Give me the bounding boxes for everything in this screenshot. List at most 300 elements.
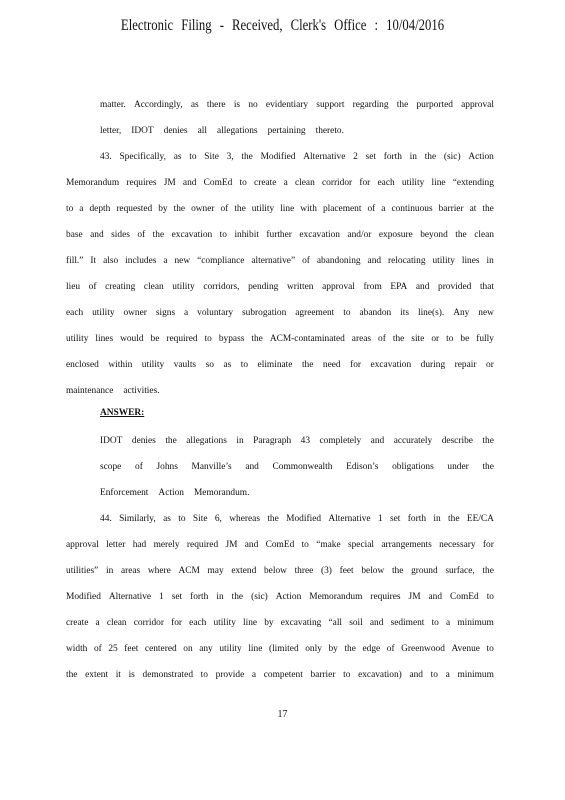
text-line	[100, 460, 494, 474]
word: ground	[411, 566, 438, 576]
text-line	[100, 150, 494, 164]
word: in	[486, 256, 494, 266]
word: line	[431, 178, 446, 188]
word: a	[381, 204, 386, 214]
word: (limited	[268, 644, 299, 654]
word: to	[486, 592, 494, 602]
word: competent	[263, 670, 303, 680]
word: the	[391, 566, 404, 576]
text-line	[66, 616, 494, 630]
word: ACM	[178, 566, 200, 576]
text-line	[66, 642, 494, 656]
word: beyond	[420, 230, 448, 240]
word: allegations	[216, 126, 258, 136]
word: of	[378, 334, 386, 344]
word: of	[302, 256, 310, 266]
word: placement	[322, 204, 362, 214]
text-line	[100, 98, 494, 112]
word: the	[482, 204, 494, 214]
word: creating	[105, 282, 136, 292]
word: voluntary	[197, 308, 234, 318]
word: to	[178, 514, 186, 524]
word: regarding	[352, 100, 389, 110]
word: as	[190, 100, 199, 110]
word: Site	[192, 514, 208, 524]
word: the	[165, 436, 177, 446]
word: in	[409, 152, 417, 162]
word: utility	[213, 618, 236, 628]
word: demonstrated	[142, 670, 194, 680]
text-line	[100, 434, 494, 448]
word: the	[241, 152, 253, 162]
word: of	[88, 282, 97, 292]
word: support	[316, 100, 345, 110]
word: areas	[120, 566, 141, 576]
word: need	[322, 360, 341, 370]
word: pertaining	[267, 126, 306, 136]
word: the	[396, 100, 409, 110]
word: Site	[204, 152, 219, 162]
word: (sic)	[443, 152, 461, 162]
word: minimum	[457, 618, 494, 628]
text-line	[66, 538, 494, 552]
word: abandoning	[316, 256, 361, 266]
word: to	[486, 644, 494, 654]
word: to	[301, 540, 309, 550]
word: site	[411, 334, 425, 344]
word: a	[95, 618, 100, 628]
word: of	[220, 204, 229, 214]
word: denies	[131, 436, 156, 446]
word: centered	[144, 644, 177, 654]
text-line	[66, 176, 494, 190]
word: below	[263, 566, 287, 576]
word: 25	[108, 644, 118, 654]
word: the	[482, 436, 494, 446]
word: by	[264, 618, 274, 628]
word: any	[199, 644, 213, 654]
word: enclosed	[66, 360, 99, 370]
word: the	[392, 334, 405, 344]
word: width	[66, 644, 88, 654]
word: in	[236, 436, 244, 446]
word: Memorandum.	[193, 488, 250, 498]
word: and	[409, 670, 423, 680]
word: Alternative	[108, 592, 152, 602]
word: describe	[441, 436, 473, 446]
word: fill.”	[66, 256, 84, 266]
word: clean	[474, 230, 494, 240]
word: Alternative	[328, 514, 371, 524]
word: a	[283, 178, 288, 188]
word: requires	[126, 178, 157, 188]
word: so	[205, 360, 214, 370]
word: create	[66, 618, 89, 628]
word: utility	[141, 360, 165, 370]
text-line	[100, 124, 494, 138]
word: JM	[225, 540, 238, 550]
word: of	[137, 230, 146, 240]
word: is	[233, 100, 241, 110]
word: the	[482, 566, 494, 576]
word: (sic)	[251, 592, 268, 602]
word: a	[445, 670, 450, 680]
word: feet	[124, 644, 139, 654]
word: “all	[328, 618, 343, 628]
word: IDOT	[100, 436, 123, 446]
word: lines	[95, 334, 114, 344]
word: Specifically,	[119, 152, 166, 162]
word: written	[286, 282, 314, 292]
word: to	[240, 360, 249, 370]
text-line	[66, 228, 494, 242]
word: for	[359, 178, 371, 188]
word: completely	[319, 436, 362, 446]
word: is	[128, 670, 135, 680]
word: forth	[383, 152, 402, 162]
word: the	[66, 670, 78, 680]
word: excavation)	[358, 670, 402, 680]
word: Alternative	[303, 152, 346, 162]
word: had	[132, 540, 147, 550]
text-line	[66, 332, 494, 346]
word: lines	[461, 256, 480, 266]
word: relocating	[388, 256, 426, 266]
word: corridor	[133, 618, 164, 628]
word: each	[377, 178, 395, 188]
word: under	[447, 462, 469, 472]
word: and	[370, 436, 385, 446]
word: and	[245, 462, 259, 472]
word: Modified	[260, 152, 296, 162]
word: clean	[143, 282, 164, 292]
word: corridors,	[203, 282, 240, 292]
word: in	[216, 592, 224, 602]
word: surface,	[445, 566, 475, 576]
word: for	[350, 360, 362, 370]
word: Commonwealth	[272, 462, 333, 472]
word: and	[428, 592, 443, 602]
word: Action	[275, 592, 302, 602]
word: base	[66, 230, 83, 240]
word: the	[448, 514, 460, 524]
word: the	[231, 592, 244, 602]
word: necessary	[439, 540, 476, 550]
word: the	[455, 230, 467, 240]
word: in	[433, 514, 441, 524]
page-number: 17	[277, 709, 288, 720]
word: by	[328, 644, 338, 654]
word: further	[266, 230, 292, 240]
word: evidentiary	[265, 100, 309, 110]
word: within	[108, 360, 133, 370]
word: Memorandum	[309, 592, 363, 602]
word: and	[369, 618, 384, 628]
word: each	[66, 308, 84, 318]
word: agreement	[295, 308, 335, 318]
word: the	[251, 334, 263, 344]
word: line(s).	[417, 308, 445, 318]
word: barrier	[310, 670, 336, 680]
word: set	[365, 152, 376, 162]
word: “compliance	[197, 256, 245, 266]
word: barrier	[438, 204, 464, 214]
word: JM	[163, 178, 176, 188]
word: three	[294, 566, 314, 576]
word: utility	[432, 256, 455, 266]
word: ComEd	[203, 178, 233, 188]
word: at	[469, 204, 477, 214]
word: utility	[66, 334, 89, 344]
word: provided	[438, 282, 472, 292]
word: 2	[353, 152, 358, 162]
word: below	[361, 566, 385, 576]
word: (3)	[321, 566, 332, 576]
word: Greenwood	[401, 644, 445, 654]
word: ComEd	[450, 592, 479, 602]
word: provide	[215, 670, 245, 680]
word: would	[120, 334, 144, 344]
word: and	[182, 178, 197, 188]
word: purported	[416, 100, 453, 110]
word: obligations	[392, 462, 434, 472]
word: to	[189, 152, 197, 162]
word: 43.	[100, 152, 112, 162]
word: a	[251, 670, 257, 680]
word: Edison’s	[346, 462, 379, 472]
word: owner	[123, 308, 147, 318]
word: the	[267, 514, 279, 524]
word: vaults	[173, 360, 197, 370]
text-line	[66, 280, 494, 294]
word: and/or	[347, 230, 372, 240]
word: “make	[316, 540, 341, 550]
word: alternative”	[251, 256, 296, 266]
word: utility	[172, 282, 195, 292]
word: or	[486, 360, 494, 370]
word: and	[415, 282, 430, 292]
word: requires	[370, 592, 401, 602]
word: Accordingly,	[134, 100, 183, 110]
word: forth	[190, 592, 209, 602]
word: approval	[461, 100, 494, 110]
word: be	[460, 334, 470, 344]
word: utilities”	[66, 566, 99, 576]
word: to	[204, 334, 212, 344]
word: all	[197, 126, 207, 136]
text-line	[66, 306, 494, 320]
word: EE/CA	[466, 514, 494, 524]
word: line	[248, 644, 263, 654]
word: required	[166, 334, 198, 344]
word: be	[150, 334, 160, 344]
word: corridor	[321, 178, 353, 188]
word: Johns	[156, 462, 178, 472]
word: owner	[191, 204, 215, 214]
word: each	[189, 618, 207, 628]
word: whereas	[229, 514, 260, 524]
word: special	[347, 540, 374, 550]
word: it	[115, 670, 121, 680]
text-line	[66, 590, 494, 604]
word: 1	[159, 592, 164, 602]
word: required	[186, 540, 219, 550]
word: letter	[106, 540, 126, 550]
word: abandon	[359, 308, 392, 318]
word: excavation	[171, 230, 213, 240]
word: lieu	[66, 282, 81, 292]
word: new	[174, 256, 191, 266]
word: and	[367, 256, 382, 266]
word: ACM-contaminated	[269, 334, 345, 344]
word: allegations	[186, 436, 227, 446]
word: to	[219, 230, 227, 240]
word: and	[90, 230, 104, 240]
word: a	[79, 204, 84, 214]
word: utility	[219, 644, 242, 654]
word: to	[66, 204, 74, 214]
word: depth	[89, 204, 111, 214]
word: to	[343, 670, 351, 680]
word: by	[158, 204, 168, 214]
word: that	[479, 282, 494, 292]
word: set	[171, 592, 183, 602]
word: Action	[468, 152, 494, 162]
word: exposure	[378, 230, 413, 240]
word: of	[135, 462, 143, 472]
word: as	[223, 360, 232, 370]
word: signs	[155, 308, 176, 318]
word: forth	[407, 514, 427, 524]
word: a	[446, 618, 451, 628]
word: create	[254, 178, 277, 188]
word: arrangements	[381, 540, 432, 550]
word: the	[152, 230, 165, 240]
word: JM	[408, 592, 421, 602]
word: 44.	[100, 514, 112, 524]
word: merely	[153, 540, 180, 550]
word: Avenue	[451, 644, 480, 654]
word: from	[363, 282, 382, 292]
word: as	[163, 514, 171, 524]
word: thereto.	[315, 126, 344, 136]
word: Paragraph	[253, 436, 292, 446]
word: to	[343, 308, 351, 318]
word: during	[420, 360, 446, 370]
word: utility	[401, 178, 425, 188]
word: clean	[294, 178, 315, 188]
word: edge	[362, 644, 381, 654]
word: with	[300, 204, 317, 214]
word: Action	[158, 488, 184, 498]
word: repair	[454, 360, 477, 370]
word: 43	[300, 436, 311, 446]
text-line	[66, 254, 494, 268]
word: line	[280, 204, 295, 214]
word: excavation	[370, 360, 412, 370]
word: there	[206, 100, 226, 110]
word: includes	[125, 256, 157, 266]
word: activities.	[123, 386, 160, 396]
word: excavating	[280, 618, 322, 628]
word: of	[93, 644, 102, 654]
word: clean	[106, 618, 127, 628]
word: bypass	[218, 334, 245, 344]
text-line	[100, 486, 494, 500]
word: approval	[322, 282, 355, 292]
word: inhibit	[234, 230, 259, 240]
word: extend	[231, 566, 257, 576]
word: the	[424, 152, 437, 162]
word: its	[400, 308, 410, 318]
word: matter.	[100, 100, 126, 110]
word: utility	[92, 308, 115, 318]
word: Memorandum	[66, 178, 120, 188]
text-line	[66, 358, 494, 372]
word: eliminate	[257, 360, 293, 370]
word: feet	[339, 566, 354, 576]
word: to	[239, 178, 247, 188]
answer-heading: ANSWER:	[100, 408, 145, 418]
word: accurately	[393, 436, 433, 446]
word: pending	[248, 282, 279, 292]
word: 3,	[226, 152, 234, 162]
word: letter,	[100, 126, 122, 136]
word: to	[430, 670, 438, 680]
word: new	[478, 308, 494, 318]
word: denies	[163, 126, 188, 136]
word: also	[103, 256, 119, 266]
word: Manville’s	[191, 462, 232, 472]
word: It	[90, 256, 97, 266]
word: minimum	[457, 670, 494, 680]
word: ComEd	[265, 540, 295, 550]
word: or	[431, 334, 440, 344]
word: 6,	[214, 514, 222, 524]
word: the	[482, 462, 494, 472]
word: as	[173, 152, 182, 162]
word: 1	[377, 514, 383, 524]
word: EPA	[390, 282, 408, 292]
word: Modified	[66, 592, 101, 602]
word: line	[243, 618, 258, 628]
text-line	[100, 512, 494, 526]
text-line	[66, 384, 494, 398]
word: maintenance	[66, 386, 114, 396]
word: set	[390, 514, 401, 524]
word: Modified	[286, 514, 322, 524]
word: sediment	[390, 618, 425, 628]
word: requested	[116, 204, 153, 214]
word: where	[147, 566, 171, 576]
word: subrogation	[242, 308, 287, 318]
word: “extending	[452, 178, 494, 188]
word: to	[431, 618, 439, 628]
word: of	[386, 644, 395, 654]
word: only	[305, 644, 322, 654]
word: and	[244, 540, 259, 550]
word: on	[183, 644, 193, 654]
text-line	[66, 668, 494, 682]
word: no	[248, 100, 258, 110]
word: to	[446, 334, 454, 344]
word: a	[184, 308, 189, 318]
text-line	[66, 564, 494, 578]
word: for	[482, 540, 494, 550]
word: the	[173, 204, 186, 214]
word: may	[207, 566, 224, 576]
word: extent	[85, 670, 109, 680]
